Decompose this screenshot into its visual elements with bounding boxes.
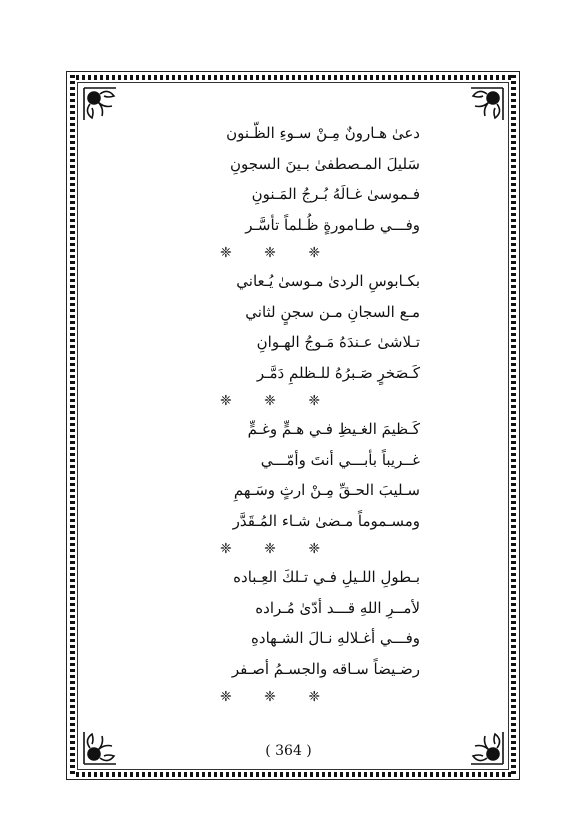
stanza — [120, 266, 460, 414]
stanza-separator-stars: ❈ ❈ ❈ — [219, 393, 335, 409]
verse-line: وفـــي أغـلالهِ نـالَ الشـهادهِ — [251, 629, 420, 647]
verse-line: سَليلَ المـصطفىٰ بـينَ السجونِ — [229, 154, 420, 173]
verse-line: سـليبَ الحـقِّ مِـنْ ارثٍ وسَـهمِ — [233, 481, 420, 499]
corner-ornament-icon — [467, 84, 507, 124]
ornamental-border-right — [511, 75, 516, 777]
stanza-separator-stars: ❈ ❈ ❈ — [219, 541, 335, 557]
poem-body — [120, 118, 460, 710]
verse-line: مـع السجانِ مـن سجنٍ لثاني — [245, 302, 420, 321]
verse-line: لأمــرِ اللهِ قـــد أدّىٰ مُـراده — [255, 598, 420, 617]
stanza-separator-stars: ❈ ❈ ❈ — [219, 245, 335, 261]
stanza-separator-stars: ❈ ❈ ❈ — [219, 689, 335, 705]
ornamental-border-bottom — [70, 772, 516, 777]
verse-line: فـموسىٰ غـالَهُ بُـرجُ المَـنونِ — [251, 185, 420, 203]
verse-line: بـطولِ اللـيلِ فـي تـلكَ العِـباده — [233, 568, 420, 586]
stanza — [120, 118, 460, 266]
stanza — [120, 562, 460, 710]
verse-line: ومسـموماً مـضىٰ شـاء المُـقَدَّر — [232, 511, 420, 530]
verse-line: كَـظيمَ الغـيظِ فـي هـمٍّ وغـمٍّ — [247, 420, 420, 438]
verse-line: بكـابوسِ الردىٰ مـوسىٰ يُـعاني — [236, 272, 420, 290]
stanza — [120, 414, 460, 562]
corner-ornament-icon — [80, 84, 120, 124]
verse-line: غــريباً بأبـــي أنتَ وأمّـــي — [260, 450, 420, 469]
verse-line: رضـيضاً سـاقه والجسـمُ أصـفر — [231, 659, 420, 678]
page-number: ( 364 ) — [265, 743, 312, 759]
verse-line: تـلاشىٰ عـندَهُ مَـوجُ الهـوانِ — [256, 333, 420, 351]
verse-line: كَـصَخرٍ صَـبرُهُ للـظلمِ دَمَّـر — [256, 363, 420, 382]
ornamental-border-top — [70, 75, 516, 80]
ornamental-border-left — [70, 75, 75, 777]
verse-line: وفـــي طـامورةٍ ظُـلماً تأسَّـر — [245, 215, 420, 234]
verse-line: دعىٰ هـارونٌ مِـنْ سـوءِ الظّـنون — [226, 124, 420, 142]
